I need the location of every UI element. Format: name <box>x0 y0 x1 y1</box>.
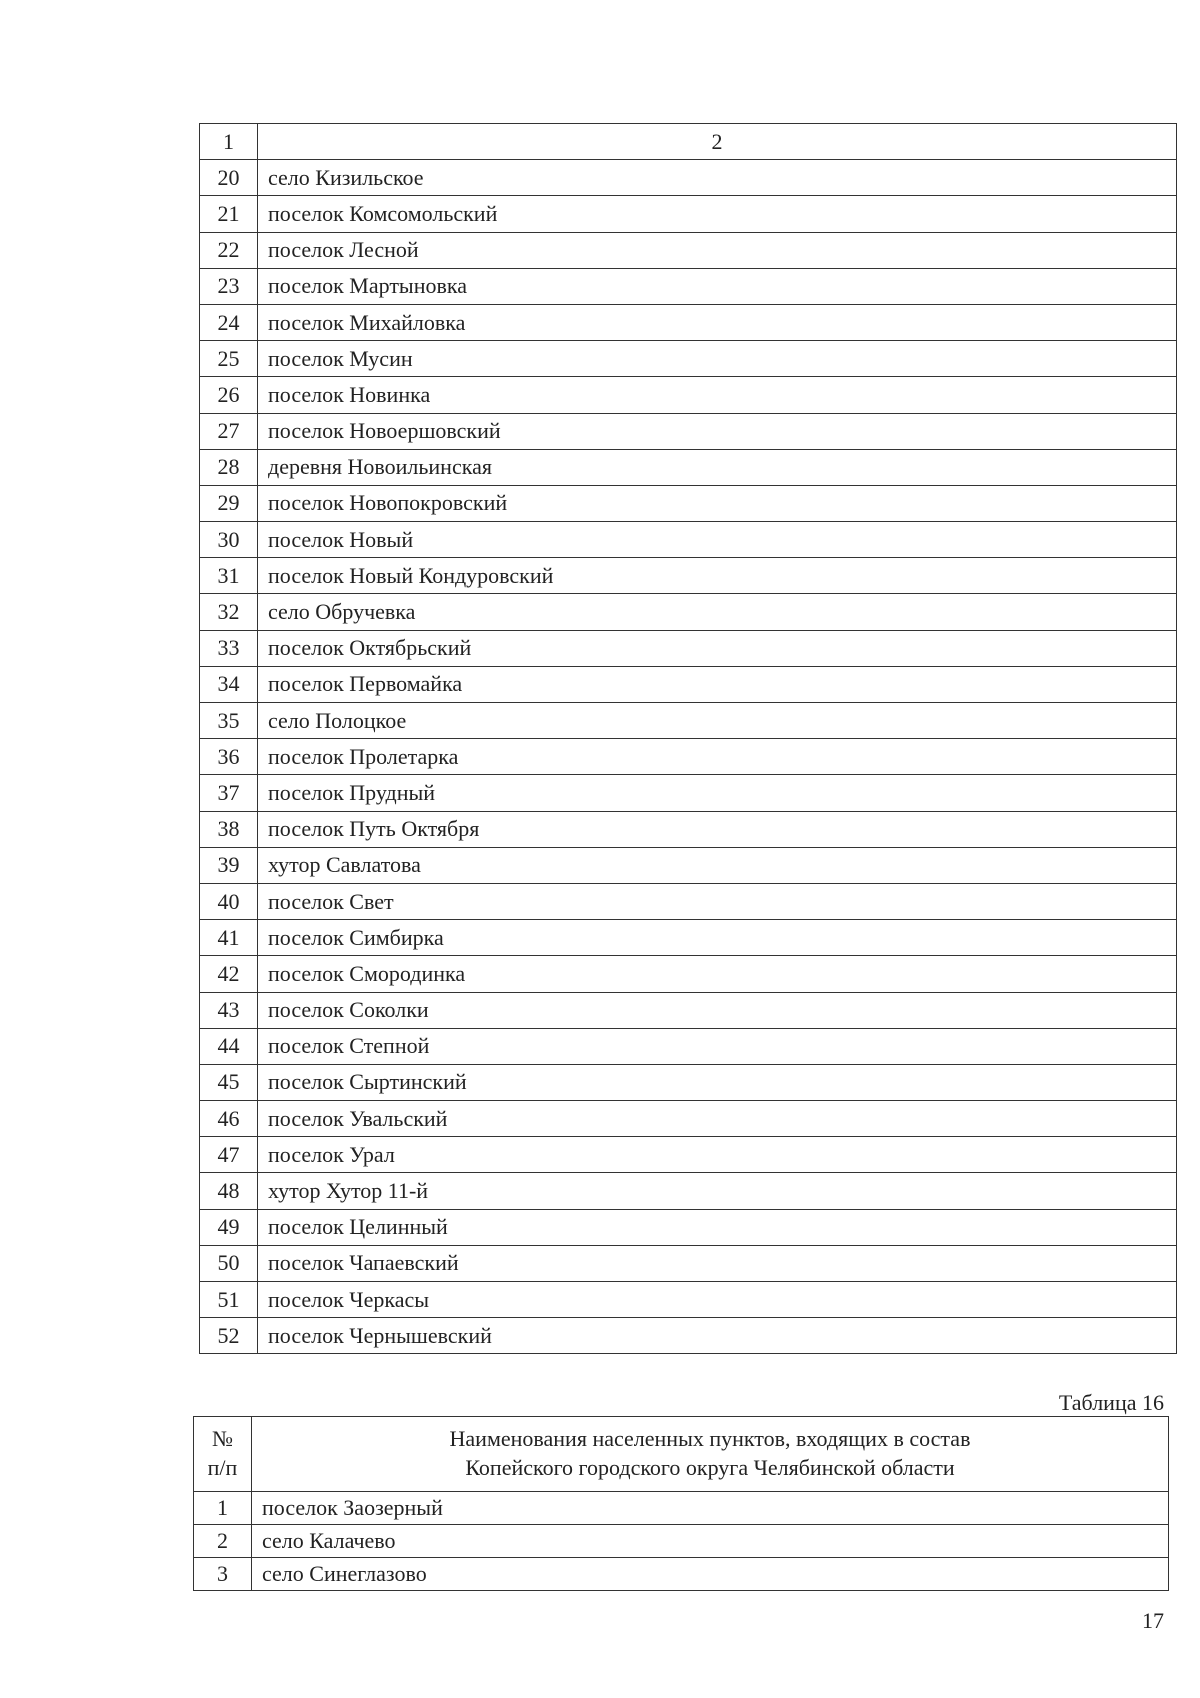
row-number: 35 <box>200 703 258 739</box>
settlement-name: поселок Чернышевский <box>258 1318 1177 1354</box>
row-number: 27 <box>200 413 258 449</box>
table-row <box>200 1209 1177 1245</box>
row-number: 48 <box>200 1173 258 1209</box>
settlement-name: поселок Заозерный <box>252 1492 1169 1525</box>
table-row <box>200 847 1177 883</box>
row-number: 32 <box>200 594 258 630</box>
settlement-name: село Обручевка <box>258 594 1177 630</box>
table-row <box>200 268 1177 304</box>
row-number: 2 <box>194 1525 252 1558</box>
row-number: 52 <box>200 1318 258 1354</box>
row-number: 42 <box>200 956 258 992</box>
row-number: 44 <box>200 1028 258 1064</box>
table-row <box>200 1173 1177 1209</box>
settlement-name: поселок Новый <box>258 522 1177 558</box>
settlement-name: поселок Путь Октября <box>258 811 1177 847</box>
row-number: 41 <box>200 920 258 956</box>
number-header-line1: № <box>212 1426 233 1452</box>
row-number: 39 <box>200 847 258 883</box>
table-row <box>200 956 1177 992</box>
table-row <box>194 1492 1169 1525</box>
table-row <box>200 1282 1177 1318</box>
settlement-name: поселок Прудный <box>258 775 1177 811</box>
number-header-line2: п/п <box>207 1455 238 1480</box>
settlement-name: поселок Лесной <box>258 232 1177 268</box>
row-number: 45 <box>200 1064 258 1100</box>
row-number: 34 <box>200 666 258 702</box>
settlement-name: поселок Первомайка <box>258 666 1177 702</box>
table-row <box>200 485 1177 521</box>
settlement-name: деревня Новоильинская <box>258 449 1177 485</box>
settlement-name: хутор Хутор 11-й <box>258 1173 1177 1209</box>
number-column-header <box>194 1417 252 1492</box>
table-row <box>194 1558 1169 1591</box>
table-row <box>200 1318 1177 1354</box>
column-number-header: 1 <box>200 124 258 160</box>
table-row <box>200 304 1177 340</box>
settlement-name: поселок Соколки <box>258 992 1177 1028</box>
name-header-line1: Наименования населенных пунктов, входящих в состав <box>449 1426 971 1452</box>
table-row <box>200 703 1177 739</box>
row-number: 20 <box>200 160 258 196</box>
settlement-name: поселок Михайловка <box>258 304 1177 340</box>
row-number: 46 <box>200 1101 258 1137</box>
settlement-name: поселок Смородинка <box>258 956 1177 992</box>
settlement-name: поселок Комсомольский <box>258 196 1177 232</box>
table-row <box>200 449 1177 485</box>
settlement-name: поселок Мартыновка <box>258 268 1177 304</box>
table-row <box>200 558 1177 594</box>
row-number: 31 <box>200 558 258 594</box>
settlement-name: поселок Мусин <box>258 341 1177 377</box>
settlement-name: село Калачево <box>252 1525 1169 1558</box>
settlement-name: поселок Новоершовский <box>258 413 1177 449</box>
table-row <box>200 992 1177 1028</box>
table-row <box>200 920 1177 956</box>
column-name-header: 2 <box>258 124 1177 160</box>
settlement-name: село Полоцкое <box>258 703 1177 739</box>
table-row <box>200 1064 1177 1100</box>
row-number: 23 <box>200 268 258 304</box>
table-row <box>200 522 1177 558</box>
table-row <box>200 160 1177 196</box>
table-row <box>200 594 1177 630</box>
settlement-name: село Кизильское <box>258 160 1177 196</box>
row-number: 21 <box>200 196 258 232</box>
kopeysk-settlements-table <box>193 1416 1169 1591</box>
table-row <box>200 377 1177 413</box>
row-number: 50 <box>200 1245 258 1281</box>
settlements-table <box>199 123 1177 1354</box>
table-16-caption: Таблица 16 <box>1058 1390 1164 1415</box>
row-number: 47 <box>200 1137 258 1173</box>
table-row <box>200 1137 1177 1173</box>
row-number: 30 <box>200 522 258 558</box>
settlement-name: хутор Савлатова <box>258 847 1177 883</box>
row-number: 49 <box>200 1209 258 1245</box>
settlement-name: поселок Увальский <box>258 1101 1177 1137</box>
row-number: 28 <box>200 449 258 485</box>
settlement-name: поселок Новый Кондуровский <box>258 558 1177 594</box>
table-row <box>200 232 1177 268</box>
row-number: 43 <box>200 992 258 1028</box>
table-row <box>200 1245 1177 1281</box>
settlement-name: поселок Октябрьский <box>258 630 1177 666</box>
name-column-header <box>252 1417 1169 1492</box>
table-16-header-row <box>194 1417 1169 1492</box>
table-header-row <box>200 124 1177 160</box>
table-row <box>200 883 1177 919</box>
table-row <box>194 1525 1169 1558</box>
row-number: 51 <box>200 1282 258 1318</box>
settlement-name: поселок Черкасы <box>258 1282 1177 1318</box>
row-number: 33 <box>200 630 258 666</box>
row-number: 25 <box>200 341 258 377</box>
row-number: 3 <box>194 1558 252 1591</box>
row-number: 38 <box>200 811 258 847</box>
settlement-name: поселок Целинный <box>258 1209 1177 1245</box>
name-header-line2: Копейского городского округа Челябинской области <box>465 1455 955 1480</box>
settlement-name: поселок Новопокровский <box>258 485 1177 521</box>
table-row <box>200 1101 1177 1137</box>
row-number: 26 <box>200 377 258 413</box>
settlement-name: поселок Новинка <box>258 377 1177 413</box>
row-number: 22 <box>200 232 258 268</box>
settlement-name: поселок Степной <box>258 1028 1177 1064</box>
table-row <box>200 811 1177 847</box>
table-row <box>200 341 1177 377</box>
row-number: 1 <box>194 1492 252 1525</box>
settlement-name: поселок Урал <box>258 1137 1177 1173</box>
settlement-name: поселок Свет <box>258 883 1177 919</box>
table-row <box>200 1028 1177 1064</box>
settlement-name: поселок Симбирка <box>258 920 1177 956</box>
row-number: 40 <box>200 883 258 919</box>
page-number: 17 <box>1142 1608 1164 1633</box>
table-row <box>200 775 1177 811</box>
row-number: 36 <box>200 739 258 775</box>
table-row <box>200 739 1177 775</box>
row-number: 29 <box>200 485 258 521</box>
row-number: 37 <box>200 775 258 811</box>
table-row <box>200 413 1177 449</box>
table-row <box>200 196 1177 232</box>
settlement-name: поселок Чапаевский <box>258 1245 1177 1281</box>
settlement-name: село Синеглазово <box>252 1558 1169 1591</box>
settlement-name: поселок Пролетарка <box>258 739 1177 775</box>
row-number: 24 <box>200 304 258 340</box>
table-row <box>200 666 1177 702</box>
settlement-name: поселок Сыртинский <box>258 1064 1177 1100</box>
table-row <box>200 630 1177 666</box>
